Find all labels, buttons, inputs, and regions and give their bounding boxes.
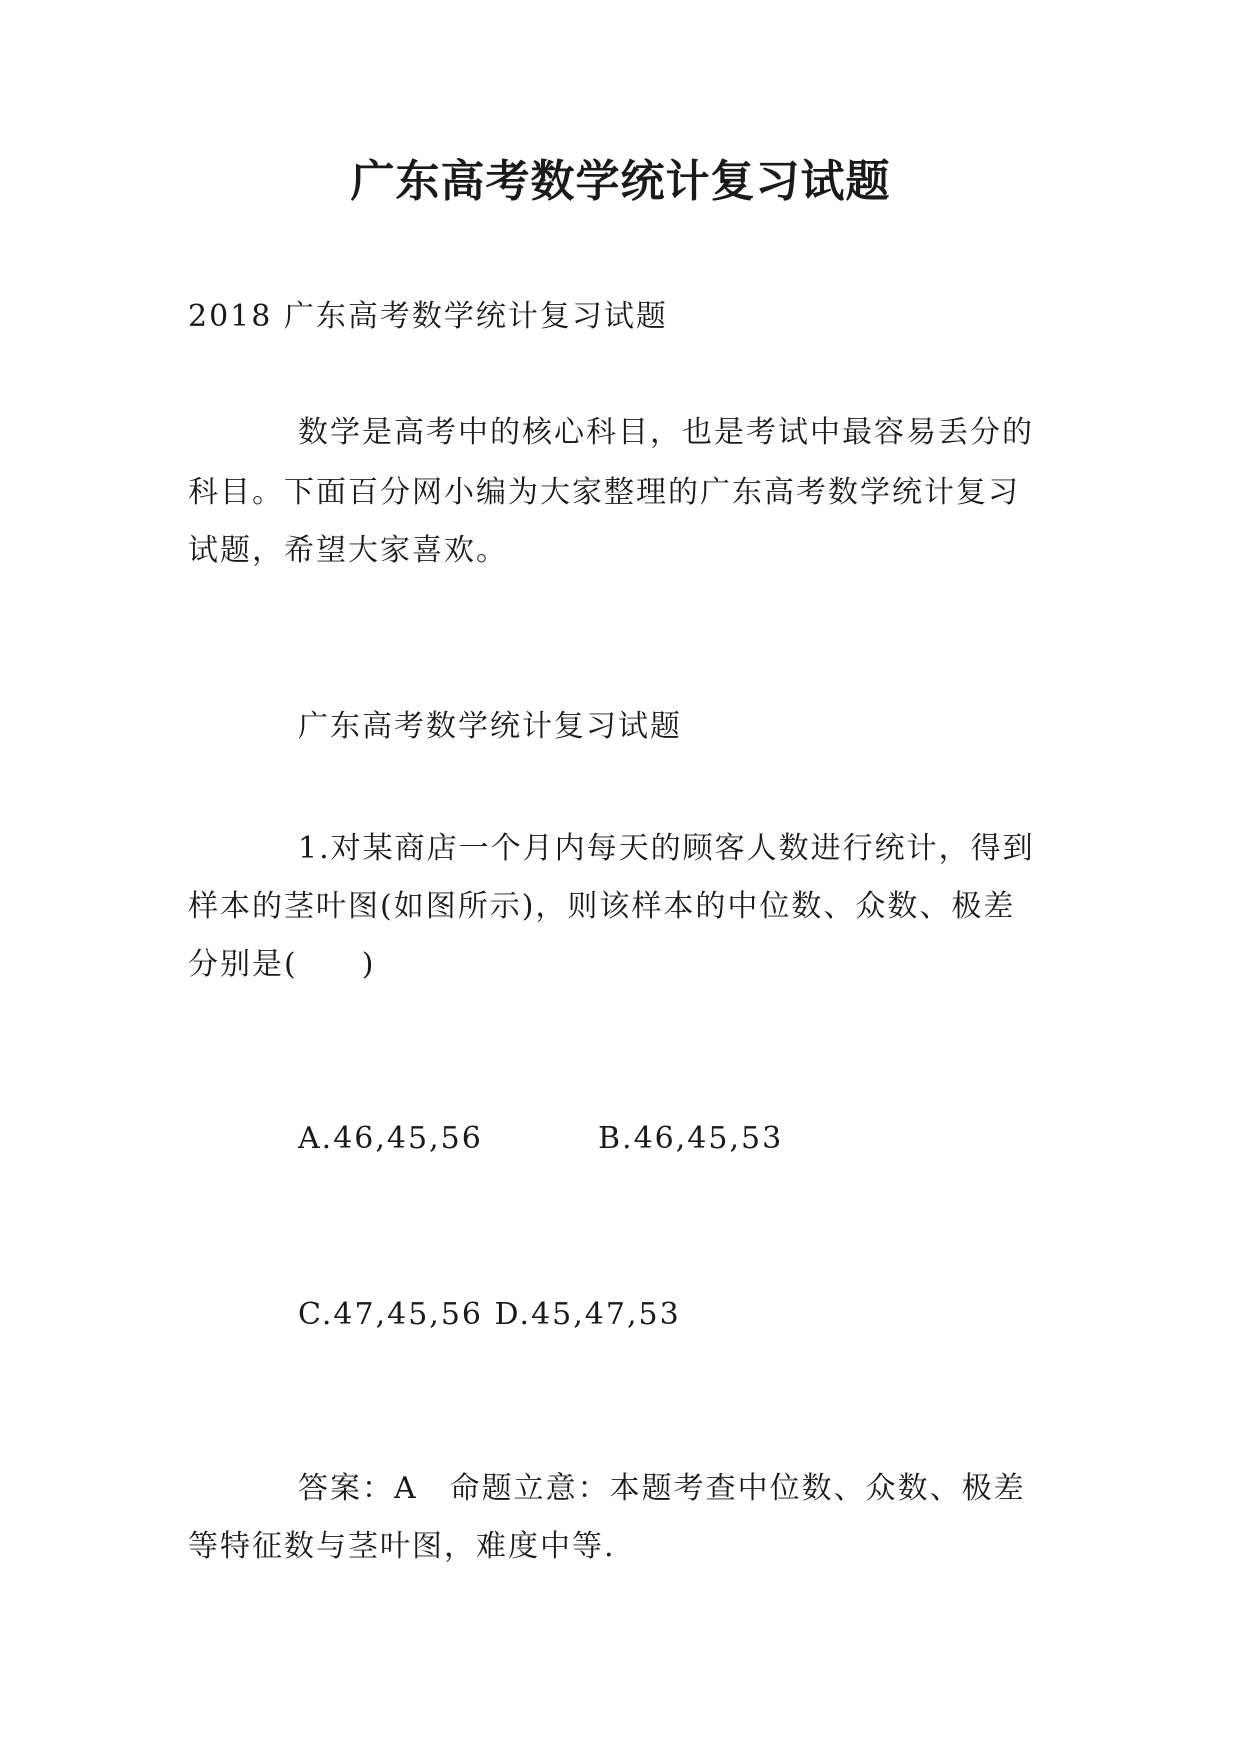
option-b: B.46,45,53: [598, 1121, 784, 1156]
document-subtitle: 2018 广东高考数学统计复习试题: [188, 299, 668, 334]
intro-line-1: 数学是高考中的核心科目，也是考试中最容易丢分的: [298, 415, 1034, 450]
section-title: 广东高考数学统计复习试题: [298, 709, 682, 744]
question-1-line-2: 样本的茎叶图(如图所示)，则该样本的中位数、众数、极差: [188, 889, 1016, 924]
document-title: 广东高考数学统计复习试题: [350, 156, 891, 207]
options-c-d: C.47,45,56 D.45,47,53: [298, 1297, 681, 1332]
option-a: A.46,45,56: [298, 1121, 483, 1156]
intro-line-2: 科目。下面百分网小编为大家整理的广东高考数学统计复习: [188, 475, 1020, 510]
answer-line-1: 答案：A 命题立意：本题考查中位数、众数、极差: [298, 1471, 1026, 1506]
question-1-line-3: 分别是( ): [188, 947, 376, 982]
intro-line-3: 试题，希望大家喜欢。: [188, 533, 508, 568]
question-1-line-1: 1.对某商店一个月内每天的顾客人数进行统计，得到: [298, 831, 1035, 866]
answer-line-2: 等特征数与茎叶图，难度中等.: [188, 1529, 616, 1564]
